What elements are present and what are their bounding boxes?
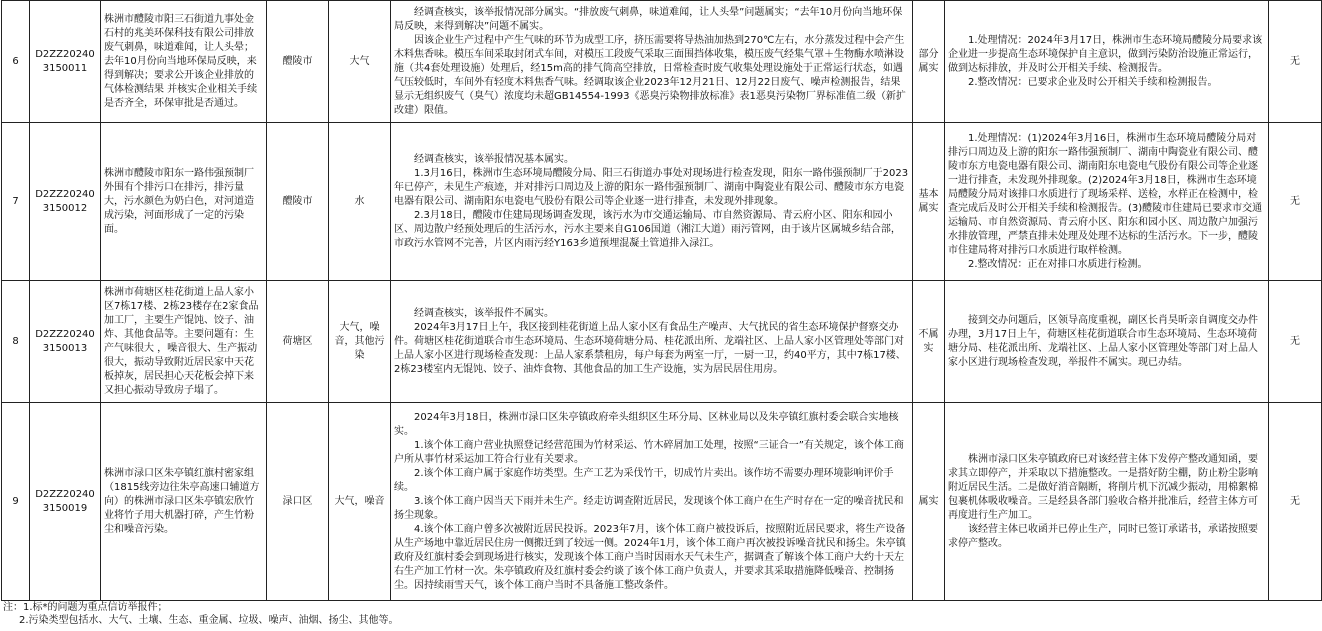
pollution-type: 水: [329, 123, 391, 281]
row-number: 6: [2, 1, 30, 123]
investigation-findings: 经调查核实，该举报件不属实。 2024年3月17日上午，我区接到桂花街道上品人家小区有食品生产噪声、大气扰民的省生态环境保护督察交办件。荷塘区桂花街道联合市生态环境局、生态环境荷塘分局、桂花派出所、龙端社区、上品人家小区管理处等部门对上品人家小区进行现场检查发现：上品人家系禁租房，每户每套为两室一厅，一厨一卫，约40平方，其中7栋17楼、2栋23楼室内无馄饨、饺子、油炸食物、其他食品的加工生产设施，实为居民居住用房。: [391, 281, 913, 403]
table-row: [2, 1, 1322, 123]
table-row: [2, 403, 1322, 601]
investigation-findings: 2024年3月18日，株洲市渌口区朱亭镇政府牵头组织区生环分局、区林业局以及朱亭镇红旗村委会联合实地核实。 1.该个体工商户营业执照登记经营范围为竹材采运、竹木碎屑加工处理，按照“三证合一”有关规定，该个体工商户所从事竹材采运加工符合行业有关要求。 2.该个体工商户属于家庭作坊类型。生产工艺为采伐竹干，切成竹片卖出。该作坊不需要办理环境影响评价手续。 3.该个体工商户因当天下雨并未生产。经走访调查附近居民，发现该个体工商户在生产时存在一定的噪音扰民和扬尘现象。 4.该个体工商户曾多次被附近居民投诉。2023年7月，该个体工商户被投诉后，按照附近居民要求，将生产设备从生产场地中靠近居民住房一侧搬迁到了较远一侧。2024年1月，该个体工商户再次被投诉噪音扰民和扬尘。朱亭镇政府及红旗村委会到现场进行核实，发现该个体工商户当时因雨水天气未生产，据调查了解该个体工商户大约十天左右生产加工竹材一次。朱亭镇政府及红旗村委会约谈了该个体工商户负责人，并要求其采取措施降低噪音、控制扬尘。因持续雨雪天气，该个体工商户当时不具备施工整改条件。: [391, 403, 913, 601]
complaint-content: 株洲市渌口区朱亭镇红旗村密家组（1815线旁边往朱亭高速口辅道方向）的株洲市渌口区朱亭镇宏欣竹业将竹子用大机器打碎，产生竹粉尘和噪音污染。: [101, 403, 267, 601]
accountability: 无: [1269, 1, 1322, 123]
row-number: 8: [2, 281, 30, 403]
accountability: 无: [1269, 281, 1322, 403]
verification-status: 不属实: [913, 281, 945, 403]
note-line: 注：1.标*的问题为重点信访举报件；: [3, 602, 168, 613]
complaint-content: 株洲市醴陵市阳三石街道九事处金石村的兆美环保科技有限公司排放废气刺鼻，味道难闻，让人头晕；去年10月份向当地环保局反映，来得到解决；要求公开该企业排放的气体检测结果 并核实企业相关手续是否齐全，环保审批是否通过。: [101, 1, 267, 123]
investigation-findings: 经调查核实，该举报情况部分属实。“排放废气刺鼻，味道难闻，让人头晕”问题属实；“去年10月份向当地环保局反映，来得到解决”问题不属实。 因该企业生产过程中产生气味的环节为成型工序，挤压需要将导热油加热到270℃左右，水分蒸发过程中会产生木料焦香味。模压车间采取封闭式车间，对模压工段废气采取三面围挡体收集，模压废气经集气罩＋生物酶水喷淋设施（共4套处理设施）处理后，经15m高的排气筒高空排放，日常检查时废气收集处理设施处于正常运行状态，如遇气压较低时，车间外有轻度木料焦香气味。经调取该企业2023年12月21日、12月22日废气、噪声检测报告，结果显示无组织废气（臭气）浓度均未超GB14554-1993《恶臭污染物排放标准》表1恶臭污染物厂界标准值二级（新扩改建）限值。: [391, 1, 913, 123]
table-row: [2, 123, 1322, 281]
verification-status: 部分属实: [913, 1, 945, 123]
administrative-region: 荷塘区: [267, 281, 329, 403]
complaint-content: 株洲市荷塘区桂花街道上品人家小区7栋17楼、2栋23楼存在2家食品加工厂，主要生产馄饨、饺子、油炸、其他食品等。主要问题有：生产气味很大 ，噪音很大、生产振动很大，振动导致附近居民家中天花板掉灰，居民担心天花板会掉下来又担心振动导致房子塌了。: [101, 281, 267, 403]
administrative-region: 醴陵市: [267, 1, 329, 123]
administrative-region: 渌口区: [267, 403, 329, 601]
row-number: 9: [2, 403, 30, 601]
handling-rectification: 接到交办问题后，区领导高度重视，副区长肖昊昕亲自调度交办件办理，3月17日上午，荷塘区桂花街道联合市生态环境局、生态环境荷塘分局、桂花派出所、龙端社区、上品人家小区管理处等部门对上品人家小区进行现场检查发现，举报件不属实。现已办结。: [945, 281, 1269, 403]
row-number: 7: [2, 123, 30, 281]
handling-rectification: 1.处理情况：(1)2024年3月16日，株洲市生态环境局醴陵分局对排污口周边及上游的阳东一路伟强预制厂、湖南中陶瓷业有限公司、醴陵市东方电瓷电器有限公司、湖南阳东电瓷电气股份有限公司等企业逐一进行排查，未发现外排现象。(2)2024年3月18日，株洲市生态环境局醴陵分局对该排口水质进行了现场采样、送检，水样正在检测中，检查完成后及时公开相关手续和检测报告。(3)醴陵市住建局已要求市交通运输局、市自然资源局、青云府小区、阳东和园小区、周边散户加强污水排放管理，严禁直排未处理及处理不达标的生活污水。下一步，醴陵市住建局将对排污口水质进行取样检测。 2.整改情况：正在对排口水质进行检测。: [945, 123, 1269, 281]
pollution-type: 大气: [329, 1, 391, 123]
verification-status: 基本属实: [913, 123, 945, 281]
handling-rectification: 株洲市渌口区朱亭镇政府已对该经营主体下发停产整改通知函，要求其立即停产，并采取以下措施整改。一是搭好防尘棚，防止粉尘影响附近居民生活。二是做好消音隔断，将削片机下沉减少振动，用棉絮棉包裹机体吸收噪音。三是经县各部门验收合格并批准后，经营主体方可再度进行生产加工。 该经营主体已收函并已停止生产，同时已签订承诺书，承诺按照要求停产整改。: [945, 403, 1269, 601]
accountability: 无: [1269, 123, 1322, 281]
table-row: [2, 281, 1322, 403]
administrative-region: 醴陵市: [267, 123, 329, 281]
case-code: D2ZZ202403150011: [30, 1, 101, 123]
investigation-findings: 经调查核实，该举报情况基本属实。 1.3月16日，株洲市生态环境局醴陵分局、阳三石街道办事处对现场进行检查发现，阳东一路伟强预制厂于2023年已停产，未见生产痕迹，并对排污口周边及上游的阳东一路伟强预制厂、湖南中陶瓷业有限公司、醴陵市东方电瓷电器有限公司、湖南阳东电瓷电气股份有限公司等企业逐一进行排查，未发现外排现象。 2.3月18日，醴陵市住建局现场调查发现，该污水为市交通运输局、市自然资源局、青云府小区、阳东和园小区、周边散户经预处理后的生活污水，污水主要来自G106国道（湘江大道）雨污管网，由于该片区属城乡结合部，市政污水管网不完善，片区内雨污经Y163乡道预埋混凝土管道排入渌江。: [391, 123, 913, 281]
verification-status: 属实: [913, 403, 945, 601]
case-code: D2ZZ202403150012: [30, 123, 101, 281]
handling-rectification: 1.处理情况：2024年3月17日，株洲市生态环境局醴陵分局要求该企业进一步提高生态环境保护自主意识，做到污染防治设施正常运行，做到达标排放，并及时公开相关手续、检测报告。 2.整改情况：已要求企业及时公开相关手续和检测报告。: [945, 1, 1269, 123]
table-notes: [0, 601, 1322, 627]
complaint-content: 株洲市醴陵市阳东一路伟强预制厂外围有个排污口在排污，排污量大，污水颜色为奶白色，对河道造成污染，河面形成了一定的污染面。: [101, 123, 267, 281]
pollution-type: 大气，噪音，其他污染: [329, 281, 391, 403]
accountability: 无: [1269, 403, 1322, 601]
pollution-type: 大气，噪音: [329, 403, 391, 601]
case-code: D2ZZ202403150019: [30, 403, 101, 601]
case-code: D2ZZ202403150013: [30, 281, 101, 403]
note-line: 2.污染类型包括水、大气、土壤、生态、重金属、垃圾、噪声、油烟、扬尘、其他等。: [19, 615, 399, 626]
complaint-table: [1, 0, 1322, 601]
